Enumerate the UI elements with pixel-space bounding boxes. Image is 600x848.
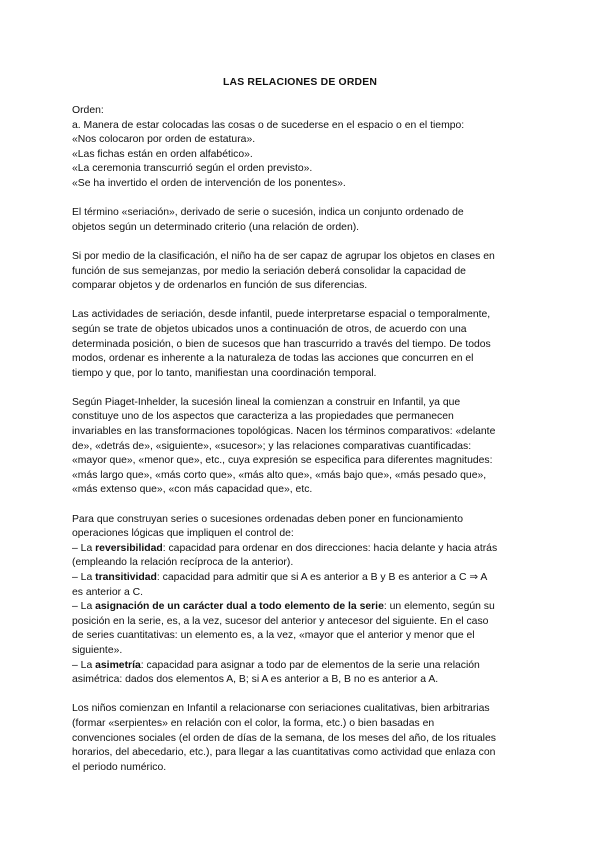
- text-line: función de sus semejanzas, por medio la seriación deberá consolidar la capacidad de: [72, 265, 466, 277]
- definition-block: [72, 104, 532, 192]
- text-line: el periodo numérico.: [72, 761, 167, 773]
- text-line: «mayor que», «menor que», etc., cuya expresión se especifica para diferentes magnitudes:: [72, 455, 493, 467]
- text-line: El término «seriación», derivado de serie o sucesión, indica un conjunto ordenado de: [72, 207, 464, 219]
- text-line: comparar objetos y de ordenarlos en función de sus diferencias.: [72, 280, 368, 292]
- definition-example: «La ceremonia transcurrió según el orden previsto».: [72, 163, 313, 175]
- text-line: asimétrica: dados dos elementos A, B; si A es anterior a B, B no es anterior a A.: [72, 674, 439, 686]
- list-item-transitividad: [72, 571, 532, 586]
- text-line: Según Piaget-Inhelder, la sucesión lineal la comienzan a construir en Infantil, ya que: [72, 396, 461, 408]
- term-asimetria: asimetría: [95, 659, 141, 671]
- text-line: horarios, del abecedario, etc.), para llegar a las cuantitativas como actividad que enlaza con: [72, 747, 496, 759]
- item-prefix: – La: [72, 572, 96, 583]
- item-text: : capacidad para ordenar en dos direcciones: hacia delante y hacia atrás: [162, 542, 498, 554]
- item-text: : un elemento, según su: [383, 601, 495, 613]
- text-line: según se trate de objetos ubicados unos a continuación de otros, de acuerdo con una: [72, 323, 467, 335]
- text-line: operaciones lógicas que impliquen el control de:: [72, 528, 294, 540]
- definition-example: «Las fichas están en orden alfabético».: [72, 148, 253, 160]
- item-text: : capacidad para admitir que si A es anterior a B y B es anterior a C ⇒ A: [156, 572, 488, 583]
- list-item-asimetria: [72, 659, 532, 674]
- text-line: de series cuantitativas: un elemento es, a la vez, «mayor que el anterior y menor que el: [72, 630, 475, 642]
- text-line: convenciones sociales (el orden de días de la semana, de los meses del año, de los rituales: [72, 732, 496, 744]
- text-line: «más extenso que», «con más capacidad que», etc.: [72, 484, 313, 496]
- text-line: posición en la serie, es, a la vez, sucesor del anterior y antecesor del siguiente. En el caso: [72, 615, 489, 627]
- text-line: modos, ordenar es inherente a la naturaleza de todas las acciones que concurren en el: [72, 353, 474, 365]
- item-text: : capacidad para asignar a todo par de elementos de la serie una relación: [140, 659, 480, 671]
- text-line: Los niños comienzan en Infantil a relacionarse con seriaciones cualitativas, bien arbitrarias: [72, 703, 490, 715]
- text-line: invariables en las transformaciones topológicas. Nacen los términos comparativos: «delante: [72, 426, 496, 438]
- text-line: es anterior a C.: [72, 586, 144, 598]
- text-line: objetos según un determinado criterio (una relación de orden).: [72, 221, 360, 233]
- text-line: Para que construyan series o sucesiones ordenadas deben poner en funcionamiento: [72, 513, 464, 525]
- text-line: Las actividades de seriación, desde infantil, puede interpretarse espacial o temporalmente,: [72, 309, 491, 321]
- paragraph-clasificacion: [72, 250, 532, 294]
- definition-example: «Nos colocaron por orden de estatura».: [72, 134, 256, 146]
- text-line: constituye uno de los aspectos que caracteriza a las propiedades que permanecen: [72, 411, 454, 423]
- paragraph-actividades: [72, 308, 532, 381]
- item-prefix: – La: [72, 659, 96, 671]
- text-line: de», «detrás de», «siguiente», «sucesor»; y las relaciones comparativas cuantificadas:: [72, 440, 472, 452]
- paragraph-piaget: [72, 396, 532, 498]
- term-transitividad: transitividad: [95, 572, 157, 583]
- document-body: [72, 104, 532, 790]
- item-prefix: – La: [72, 542, 96, 554]
- list-item-reversibilidad: [72, 542, 532, 557]
- text-line: «más largo que», «más corto que», «más alto que», «más bajo que», «más pesado que»,: [72, 469, 487, 481]
- page-title: LAS RELACIONES DE ORDEN: [222, 77, 378, 88]
- text-line: determinada posición, o bien de sucesos que han trascurrido a través del tiempo. De todos: [72, 338, 491, 350]
- term-dual: asignación de un carácter dual a todo elemento de la serie: [95, 601, 384, 613]
- text-line: Si por medio de la clasificación, el niño ha de ser capaz de agrupar los objetos en clases en: [72, 250, 495, 262]
- paragraph-seriacion: [72, 206, 532, 235]
- item-prefix: – La: [72, 601, 96, 613]
- term-reversibilidad: reversibilidad: [95, 542, 163, 554]
- list-item-dual: [72, 600, 532, 615]
- text-line: tiempo y que, por lo tanto, manifiestan una coordinación temporal.: [72, 367, 377, 379]
- definition-heading: Orden:: [72, 105, 104, 116]
- definition-meaning: a. Manera de estar colocadas las cosas o de sucederse en el espacio o en el tiempo:: [72, 119, 465, 131]
- definition-example: «Se ha invertido el orden de intervención de los ponentes».: [72, 177, 346, 189]
- text-line: (empleando la relación recíproca de la anterior).: [72, 557, 294, 569]
- text-line: siguiente».: [72, 644, 123, 656]
- paragraph-infantil: [72, 702, 532, 775]
- paragraph-operaciones: [72, 513, 532, 688]
- text-line: (formar «serpientes» en relación con el color, la forma, etc.) o bien basadas en: [72, 717, 435, 729]
